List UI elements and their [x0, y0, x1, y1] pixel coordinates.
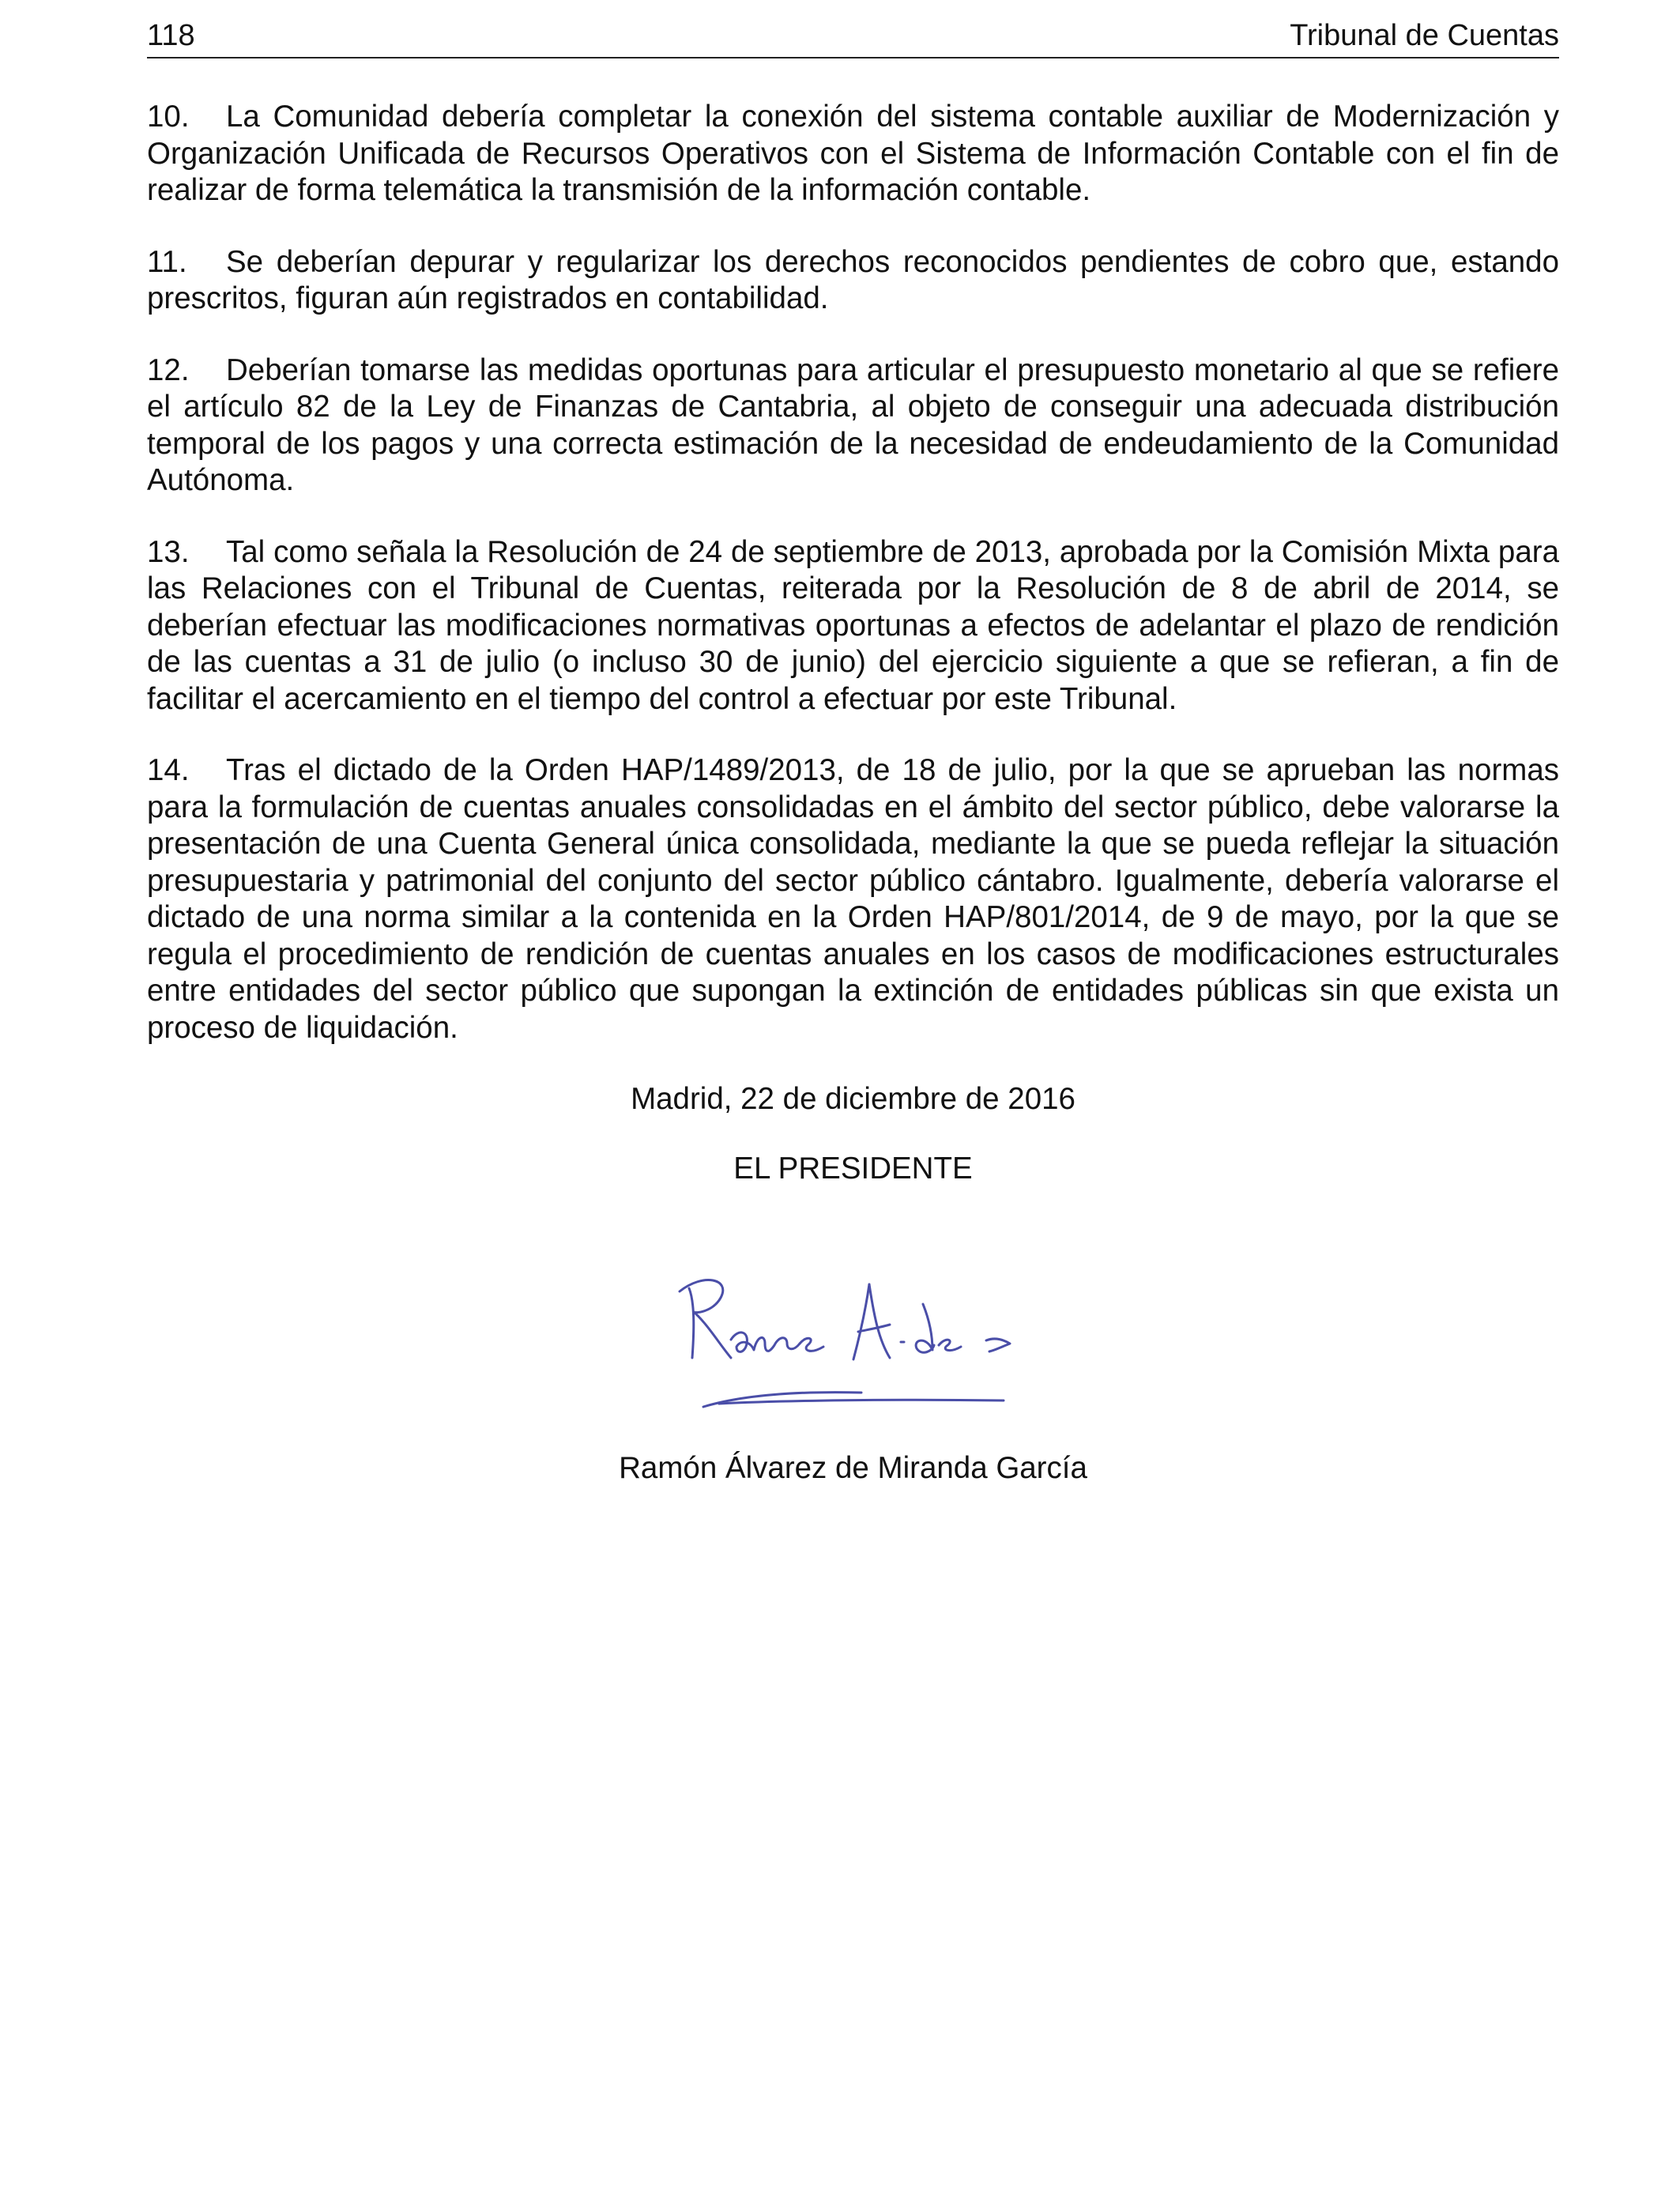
paragraph-14 — [147, 752, 1559, 1046]
closing-block — [147, 1081, 1559, 1187]
page-header — [147, 16, 1559, 58]
page-number: 118 — [147, 19, 195, 52]
paragraph-number: 13. — [147, 534, 190, 569]
paragraph-11 — [147, 244, 1559, 318]
paragraph-text: La Comunidad debería completar la conexión del sistema contable auxiliar de Modernización y Organización Unificada de Recursos Operativos con el Sistema de Información Contable con el fin de realizar de forma telemática la transmisión de la información contable. — [147, 100, 1559, 207]
paragraph-number: 10. — [147, 100, 190, 134]
paragraph-text: Tras el dictado de la Orden HAP/1489/2013, de 18 de julio, por la que se aprueban las normas para la formulación de cuentas anuales consolidadas en el ámbito del sector público, debe valorarse la presentación de una Cuenta General única consolidada, mediante la que se pueda reflejar la situación presupuestaria y patrimonial del conjunto del sector público cántabro. Igualmente, debería valorarse el dictado de una norma similar a la contenida en la Orden HAP/801/2014, de 9 de mayo, por la que se regula el procedimiento de rendición de cuentas anuales en los casos de modificaciones estructurales entre entidades del sector público que supongan la extinción de entidades públicas sin que exista un proceso de liquidación. — [147, 753, 1559, 1045]
signatory-role: EL PRESIDENTE — [733, 1152, 973, 1186]
paragraph-text: Deberían tomarse las medidas oportunas para articular el presupuesto monetario al que se refiere el artículo 82 de la Ley de Finanzas de Cantabria, al objeto de conseguir una adecuada distribución temporal de los pagos y una correcta estimación de la necesidad de endeudamiento de la Comunidad Autónoma. — [147, 352, 1559, 497]
document-body — [147, 99, 1559, 1187]
paragraph-text: Tal como señala la Resolución de 24 de septiembre de 2013, aprobada por la Comisión Mixta para las Relaciones con el Tribunal de Cuentas, reiterada por la Resolución de 8 de abril de 2014, se deberían efectuar las modificaciones normativas oportunas a efectos de adelantar el plazo de rendición de las cuentas a 31 de julio (o incluso 30 de junio) del ejercicio siguiente a que se refieran, a fin de facilitar el acercamiento en el tiempo del control a efectuar por este Tribunal. — [147, 534, 1559, 716]
signatory-name: Ramón Álvarez de Miranda García — [619, 1451, 1087, 1485]
paragraph-number: 14. — [147, 753, 190, 787]
place-date: Madrid, 22 de diciembre de 2016 — [631, 1082, 1075, 1116]
paragraph-13 — [147, 534, 1559, 718]
handwritten-signature — [672, 1257, 1083, 1415]
paragraph-number: 11. — [147, 244, 187, 279]
running-title: Tribunal de Cuentas — [1290, 19, 1559, 52]
paragraph-10 — [147, 99, 1559, 209]
paragraph-number: 12. — [147, 352, 190, 387]
paragraph-text: Se deberían depurar y regularizar los derechos reconocidos pendientes de cobro que, estando prescritos, figuran aún registrados en contabilidad. — [147, 244, 1559, 315]
paragraph-12 — [147, 352, 1559, 499]
